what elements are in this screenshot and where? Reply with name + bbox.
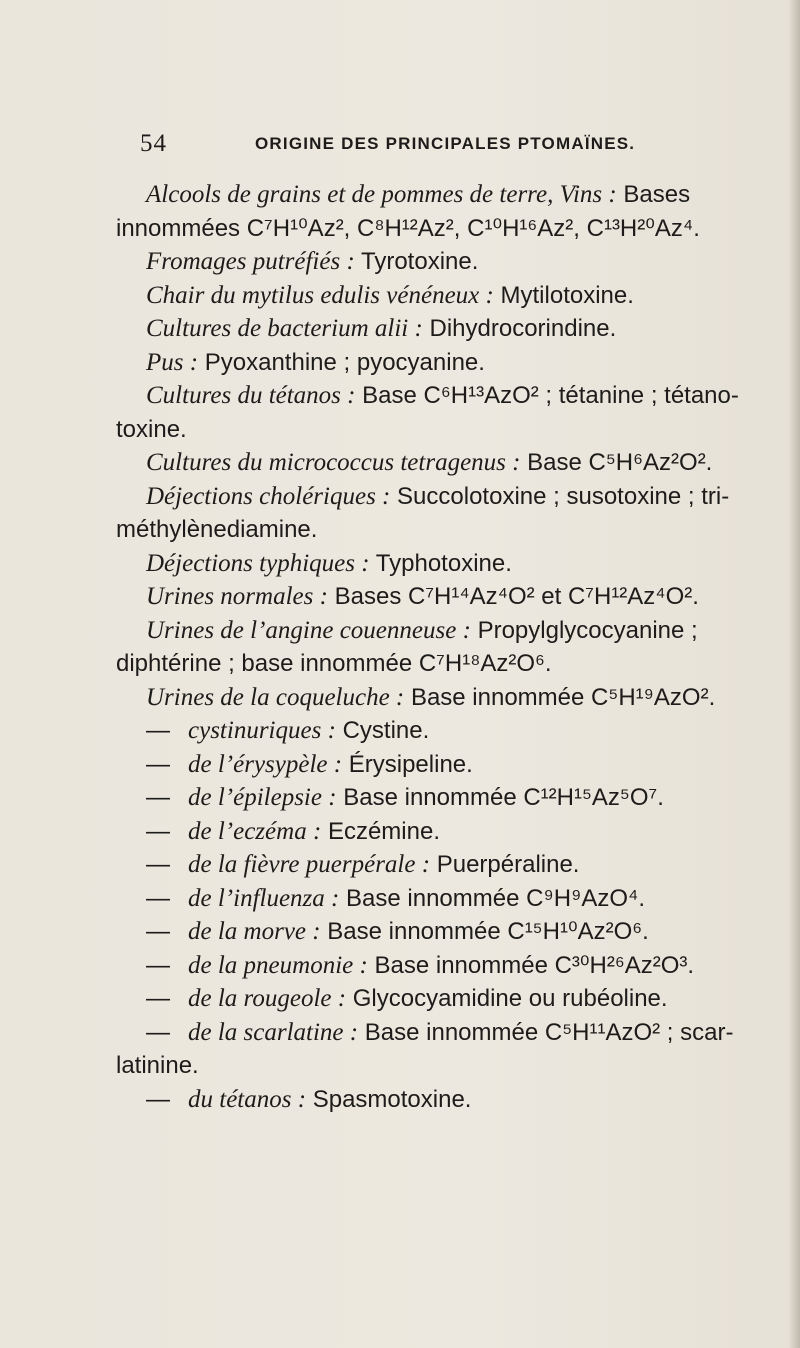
entry-label: Urines de l’angine couenneuse : <box>146 616 471 644</box>
entry-urines-normales <box>116 580 788 614</box>
entry-fromages <box>116 245 788 279</box>
ditto-dash: — <box>146 784 170 811</box>
ditto-dash: — <box>146 1085 170 1113</box>
entry-fievre-puerperale <box>116 848 788 882</box>
ditto-dash: — <box>146 1018 170 1046</box>
entry-label: Déjections typhiques : <box>146 549 370 577</box>
entry-text: Base innommée C⁵H¹¹AzO² ; scar- <box>364 1018 734 1046</box>
entry-label: de l’érysypèle : <box>188 750 343 778</box>
entry-text: Spasmotoxine. <box>312 1085 472 1113</box>
entry-label: Chair du mytilus edulis vénéneux : <box>146 281 494 309</box>
entry-label: de l’épilepsie : <box>188 784 337 811</box>
page-edge-shadow <box>788 0 800 1348</box>
entry-text: Tyrotoxine. <box>361 248 479 275</box>
entry-label: Cultures de bacterium alii : <box>146 315 423 342</box>
entry-pneumonie <box>116 949 788 983</box>
ditto-dash: — <box>146 951 170 979</box>
entry-text: Dihydrocorindine. <box>429 315 617 342</box>
entry-label: Alcools de grains et de pommes de terre, Vins : <box>146 181 617 208</box>
entry-label: du tétanos : <box>188 1085 307 1113</box>
entry-rougeole <box>116 982 788 1016</box>
entry-text: Bases C⁷H¹⁴Az⁴O² et C⁷H¹²Az⁴O². <box>334 583 699 610</box>
entry-text: Pyoxanthine ; pyocyanine. <box>204 348 485 376</box>
entry-text: Puerpéraline. <box>436 851 580 878</box>
entry-morve <box>116 915 788 949</box>
entry-text: Base innommée C⁵H¹⁹AzO². <box>410 683 716 711</box>
entry-alcools-cont: innommées C⁷H¹⁰Az², C⁸H¹²Az², C¹⁰H¹⁶Az², C¹³H²⁰Az⁴. <box>116 214 700 242</box>
entry-label: de la rougeole : <box>188 985 347 1012</box>
entry-text: Base C⁵H⁶Az²O². <box>527 449 713 476</box>
entry-scarlatine-cont: latinine. <box>116 1052 199 1079</box>
entry-text: Cystine. <box>342 717 430 744</box>
entry-micrococcus <box>116 446 788 480</box>
entry-choleriques-cont: méthylènediamine. <box>116 516 318 543</box>
entry-text: Propylglycocyanine ; <box>477 616 698 644</box>
entry-label: Cultures du tétanos : <box>146 382 356 409</box>
entry-coqueluche <box>116 681 788 715</box>
entry-typhiques <box>116 547 788 581</box>
entry-label: de la scarlatine : <box>188 1018 359 1046</box>
page-number: 54 <box>140 130 167 157</box>
entry-label: de l’eczéma : <box>188 817 322 845</box>
entry-erysipele <box>116 748 788 782</box>
entry-eczema <box>116 815 788 849</box>
entry-label: cystinuriques : <box>188 717 336 744</box>
entry-text: Succolotoxine ; susotoxine ; tri- <box>397 482 730 510</box>
entry-text: Base innommée C³⁰H²⁶Az²O³. <box>374 951 695 979</box>
entry-text: Mytilotoxine. <box>500 281 634 309</box>
entry-du-tetanos <box>116 1083 788 1117</box>
ditto-dash: — <box>146 717 170 744</box>
ditto-dash: — <box>146 851 170 878</box>
entry-text: Base innommée C⁹H⁹AzO⁴. <box>346 884 645 912</box>
entry-label: de la pneumonie : <box>188 951 368 979</box>
entry-angine <box>116 614 788 648</box>
entry-label: de l’influenza : <box>188 884 340 912</box>
ditto-dash: — <box>146 750 170 778</box>
entry-scarlatine <box>116 1016 788 1050</box>
ditto-dash: — <box>146 884 170 912</box>
entry-label: Fromages putréfiés : <box>146 248 355 275</box>
entry-label: de la fièvre puerpérale : <box>188 851 431 878</box>
running-head: ORIGINE DES PRINCIPALES PTOMAÏNES. <box>255 134 636 153</box>
entry-label: de la morve : <box>188 918 321 945</box>
entry-influenza <box>116 882 788 916</box>
ditto-dash: — <box>146 918 170 945</box>
ditto-dash: — <box>146 985 170 1012</box>
entry-choleriques <box>116 480 788 514</box>
entry-text: Glycocyamidine ou rubéoline. <box>352 985 668 1012</box>
entry-tetanos <box>116 379 788 413</box>
entry-text: Bases <box>623 181 691 208</box>
entry-epilepsie <box>116 781 788 815</box>
entry-text: Eczémine. <box>327 817 440 845</box>
entry-label: Déjections cholériques : <box>146 482 391 510</box>
ditto-dash: — <box>146 817 170 845</box>
entry-bacterium <box>116 312 788 346</box>
entry-text: Typhotoxine. <box>375 549 512 577</box>
entry-cystinuriques <box>116 714 788 748</box>
entry-text: Base innommée C¹⁵H¹⁰Az²O⁶. <box>327 918 649 945</box>
entry-label: Urines normales : <box>146 583 328 610</box>
entry-label: Urines de la coqueluche : <box>146 683 405 711</box>
entry-tetanos-cont: toxine. <box>116 415 187 443</box>
entry-pus <box>116 346 788 380</box>
entry-text: Érysipeline. <box>348 750 473 778</box>
entry-text: Base C⁶H¹³AzO² ; tétanine ; tétano- <box>362 382 739 409</box>
entry-chair <box>116 279 788 313</box>
ptomaine-list <box>116 178 788 1116</box>
entry-alcools <box>116 178 788 212</box>
entry-label: Cultures du micrococcus tetragenus : <box>146 449 521 476</box>
entry-text: Base innommée C¹²H¹⁵Az⁵O⁷. <box>343 784 664 811</box>
entry-angine-cont: diphtérine ; base innommée C⁷H¹⁸Az²O⁶. <box>116 650 552 677</box>
entry-label: Pus : <box>146 348 199 376</box>
